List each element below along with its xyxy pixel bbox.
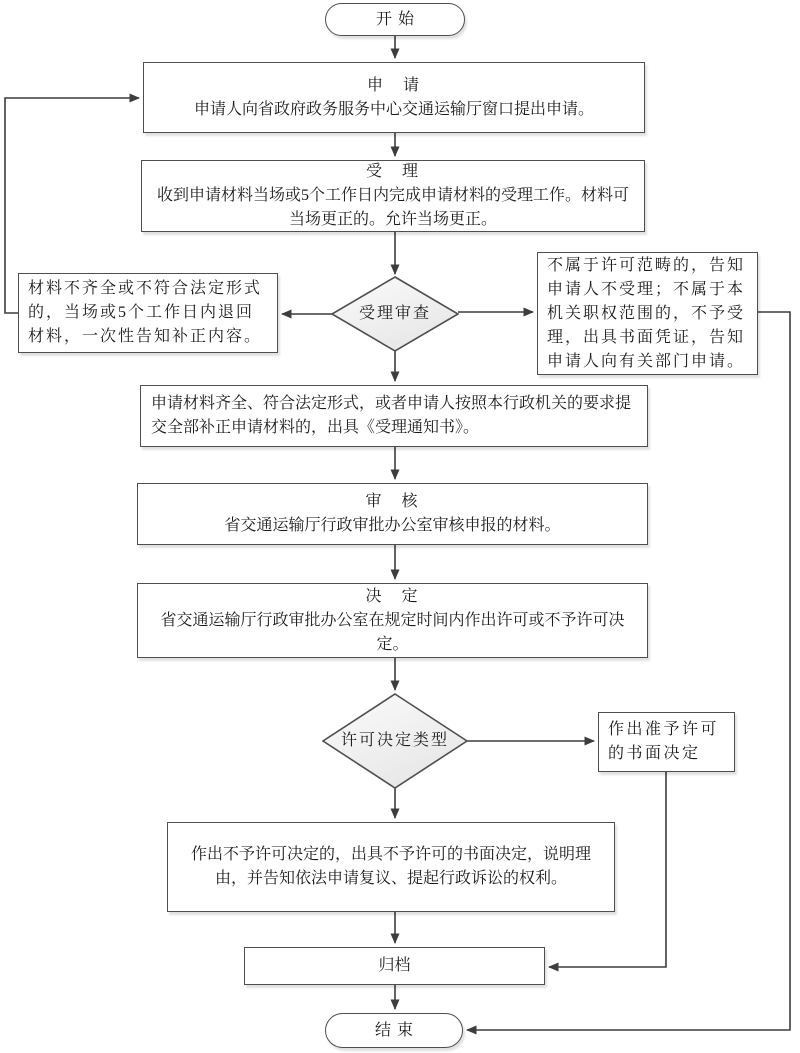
process-grant-decision-body: 作出准予许可的书面决定 (608, 721, 720, 762)
process-grant-decision (598, 712, 735, 772)
process-not-accepted-body: 不属于许可范畴的，告知申请人不受理；不属于本机关职权范围的，不予受理，出具书面凭证，告知申请人向有关部门申请。 (547, 256, 746, 370)
process-accept-title: 受 理 (365, 163, 420, 180)
process-apply-title: 申 请 (366, 76, 421, 94)
process-acceptance-notice (140, 385, 648, 447)
process-audit-body: 省交通运输厅行政审批办公室审核申报的材料。 (224, 517, 561, 534)
start-node (325, 3, 465, 36)
process-apply-body: 申请人向省政府政务服务中心交通运输厅窗口提出申请。 (193, 100, 594, 118)
start-label: 开始 (375, 10, 420, 28)
process-acceptance-notice-body: 申请材料齐全、符合法定形式，或者申请人按照本行政机关的要求提交全部补正申请材料的，出具《受理通知书》。 (151, 395, 632, 436)
process-decide (137, 583, 648, 658)
process-accept (141, 160, 645, 232)
process-accept-body: 收到申请材料当场或5个工作日内完成申请材料的受理工作。材料可当场更正的。允许当场更正。 (156, 187, 629, 228)
process-not-accepted (537, 252, 758, 375)
process-audit-title: 审 核 (365, 493, 420, 510)
process-deny-decision (167, 822, 615, 912)
process-incomplete-materials-body: 材料不齐全或不符合法定形式的，当场或5个工作日内退回材料，一次性告知补正内容。 (28, 280, 263, 345)
end-node (325, 1013, 463, 1048)
decision-review-check-label: 受理审查 (358, 305, 431, 322)
process-apply (143, 62, 645, 133)
process-decide-body: 省交通运输厅行政审批办公室在规定时间内作出许可或不予许可决定。 (160, 611, 625, 653)
process-archive-label: 归档 (378, 957, 411, 974)
decision-license-type-label: 许可决定类型 (340, 732, 449, 749)
process-deny-decision-body: 作出不予许可决定的，出具不予许可的书面决定，说明理由，并告知依法申请复议、提起行政诉讼的权利。 (190, 846, 591, 887)
process-archive (244, 947, 545, 985)
end-label: 结束 (374, 1021, 419, 1039)
process-incomplete-materials (18, 273, 278, 353)
process-audit (137, 483, 648, 545)
process-decide-title: 决 定 (365, 587, 420, 605)
